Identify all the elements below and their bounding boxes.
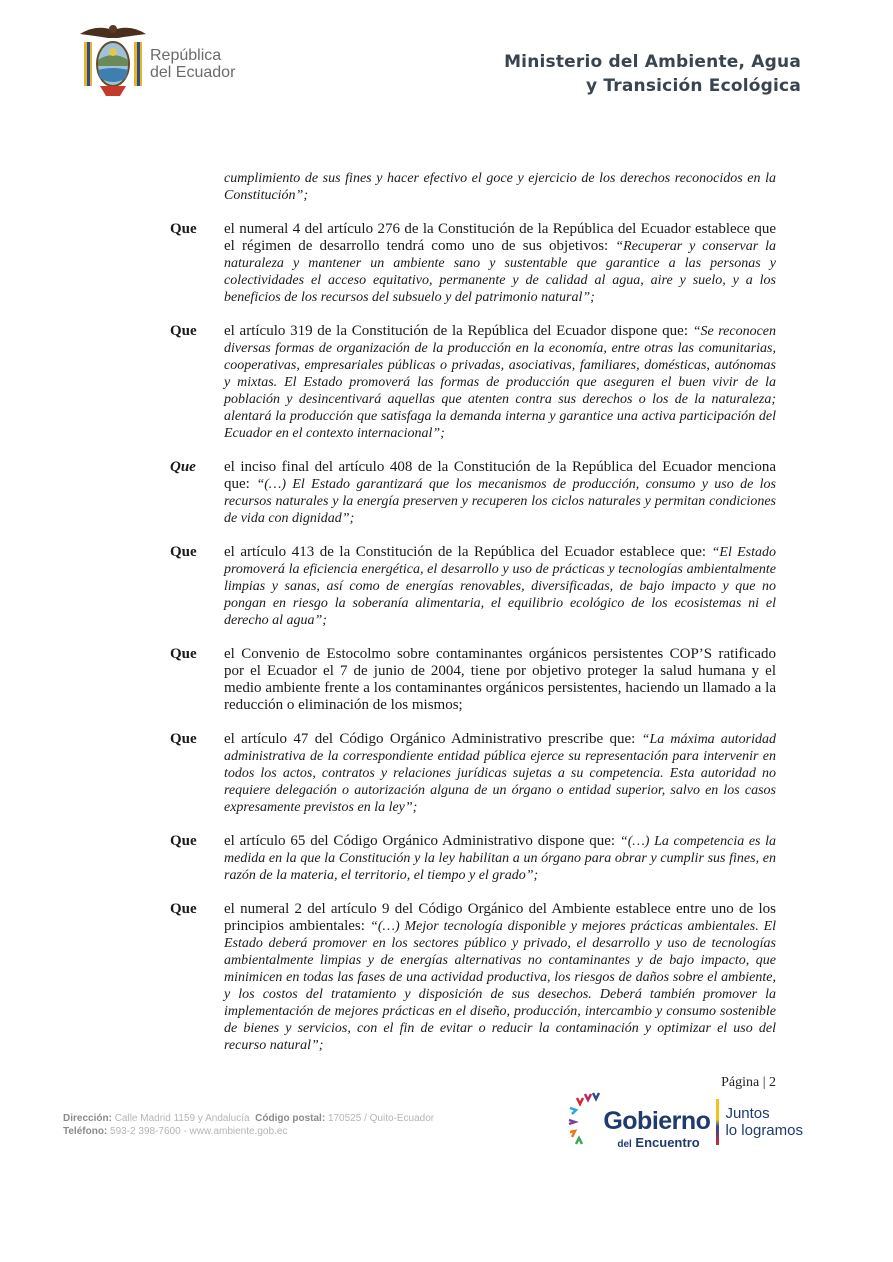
document-body [170,150,776,1054]
clause-quote: “Recuperar y conservar la naturaleza y mantener un ambiente sano y sustentable que garantice a las personas y colectividades el acceso equitativo, permanente y de calidad al agua, aire y suelo, y a los beneficios de los recursos del subsuelo y del patrimonio natural”; [224,239,777,305]
clause-text: el artículo 65 del Código Orgánico Administrativo dispone que: [224,833,616,849]
page-header [0,0,893,150]
ecuador-coat-of-arms-icon [78,20,148,100]
chevron-burst-icon [567,1092,603,1152]
clause-paragraph [170,221,776,306]
clause-label: Que [170,544,197,560]
clause-paragraph [170,901,776,1054]
phone-label: Teléfono: [63,1126,108,1137]
tagline-line-1: Juntos [725,1105,770,1122]
encuentro-word: Encuentro [635,1135,700,1150]
clause-quote: “La máxima autoridad administrativa de la correspondiente entidad pública ejerce su representación para intervenir en todos los actos, contratos y relaciones jurídicas sujetas a su competencia. Esta autoridad no requiere delegación o autorización alguna de un órgano o entidad superior, salvo en los casos expresamente previstos en la ley”; [224,732,777,815]
footer-row [63,1092,803,1164]
clause-label: Que [170,731,197,747]
clause-body [224,459,776,527]
ministry-line-1: Ministerio del Ambiente, Agua [504,52,801,72]
republica-del-ecuador-logo-text [150,47,235,81]
republic-line-2: del Ecuador [150,64,236,81]
phone-value: 593-2 398-7600 - www.ambiente.gob.ec [110,1126,288,1137]
republic-line-1: República [150,47,222,64]
clause-paragraph [170,833,776,884]
clause-paragraph [170,544,776,629]
page-number-row [170,1071,776,1092]
clause-label: Que [170,221,197,237]
clause-label: Que [170,833,197,849]
del-word: del [617,1139,632,1150]
page-footer [0,1071,893,1164]
clause-quote: “(…) Mejor tecnología disponible y mejores prácticas ambientales. El Estado deberá promover en los sectores público y privado, el desarrollo y uso de tecnologías ambientalmente limpias y de energías alternativas no contaminantes y de bajo impacto, que minimicen en todas las fases de una actividad productiva, los riesgos de daños sobre el ambiente, y los costos del tratamiento y disposición de sus desechos. Deberá también promover la implementación de mejores prácticas en el diseño, producción, intercambio y consumo sostenible de bienes y servicios, con el fin de evitar o reducir la contaminación y optimizar el uso del recurso natural”; [224,919,777,1053]
divider [716,1099,719,1145]
clause-body [224,646,776,714]
clause-text: el artículo 413 de la Constitución de la República del Ecuador establece que: [224,544,707,560]
clause-paragraph [170,731,776,816]
clause-quote: “El Estado promoverá la eficiencia energética, el desarrollo y uso de prácticas y tecnologías ambientalmente limpias y sanas, así como de energías renovables, diversificadas, de bajo impacto y que no pongan en riesgo la soberanía alimentaria, el equilibrio ecológico de los ecosistemas ni el derecho al agua”; [224,545,777,628]
clause-text: el artículo 47 del Código Orgánico Administrativo prescribe que: [224,731,636,747]
clause-quote: “(…) La competencia es la medida en la que la Constitución y la ley habilitan a un órgano para obrar y cumplir sus fines, en razón de la materia, el territorio, el tiempo y el grado”; [224,834,776,883]
tagline [725,1105,803,1139]
clause-label: Que [170,459,196,475]
ministry-line-2: y Transición Ecológica [585,76,801,96]
clause-body [224,731,776,816]
clause-quote: “Se reconocen diversas formas de organización de la producción en la economía, entre otras las comunitarias, cooperativas, empresariales públicas o privadas, asociativas, familiares, domésticas, autónomas y mixtas. El Estado promoverá las formas de producción que aseguren el buen vivir de la población y desincentivará aquellas que atenten contra sus derechos o los de la naturaleza; alentará la producción que satisfaga la demanda interna y garantice una activa participación del Ecuador en el contexto internacional”; [224,324,777,441]
clause-label: Que [170,323,197,339]
clause-label: Que [170,646,197,662]
postal-label: Código postal: [255,1113,326,1124]
ministry-name [504,50,801,98]
clause-text: el artículo 319 de la Constitución de la República del Ecuador dispone que: [224,323,689,339]
address-label: Dirección: [63,1113,112,1124]
clause-body [224,901,776,1054]
clause-paragraph [170,323,776,442]
gobierno-wordmark: Gobierno [603,1107,711,1135]
clause-body [224,221,776,306]
address-value: Calle Madrid 1159 y Andalucía [114,1113,250,1124]
tagline-line-2: lo logramos [725,1122,803,1139]
clause-text: el Convenio de Estocolmo sobre contaminantes orgánicos persistentes COP’S ratificado por el Ecuador el 7 de junio de 2004, tiene por objetivo proteger la salud humana y el medio ambiente frente a los contaminantes orgánicos persistentes, haciendo un llamado a la reducción o eliminación de los mismos; [224,646,776,713]
clause-paragraph [170,459,776,527]
postal-value: 170525 / Quito-Ecuador [327,1113,435,1124]
footer-address [63,1112,434,1152]
clause-text: el inciso final del artículo 408 de la Constitución de la República del Ecuador menciona que: [224,459,776,492]
continuation-text: cumplimiento de sus fines y hacer efectivo el goce y ejercicio de los derechos reconocidos en la Constitución”; [224,171,776,203]
clause-body [224,323,776,442]
clause-paragraph [170,646,776,714]
clause-text: el numeral 4 del artículo 276 de la Constitución de la República del Ecuador establece que el régimen de desarrollo tendrá como uno de sus objetivos: [224,221,776,254]
clause-body [224,833,776,884]
gobierno-wordmarks [603,1108,710,1152]
gobierno-del-encuentro-logo [567,1092,803,1152]
clause-label: Que [170,901,197,917]
clause-body [224,544,776,629]
gobierno-mark [567,1092,710,1152]
del-encuentro-wordmark [603,1135,710,1152]
clause-quote: “(…) El Estado garantizará que los mecanismos de producción, consumo y uso de los recursos naturales y la energía preserven y recuperen los ciclos naturales y permitan condiciones de vida con dignidad”; [224,477,776,526]
clause-text: el numeral 2 del artículo 9 del Código Orgánico del Ambiente establece entre uno de los principios ambientales: [224,901,776,934]
page-number: Página | 2 [721,1075,776,1090]
